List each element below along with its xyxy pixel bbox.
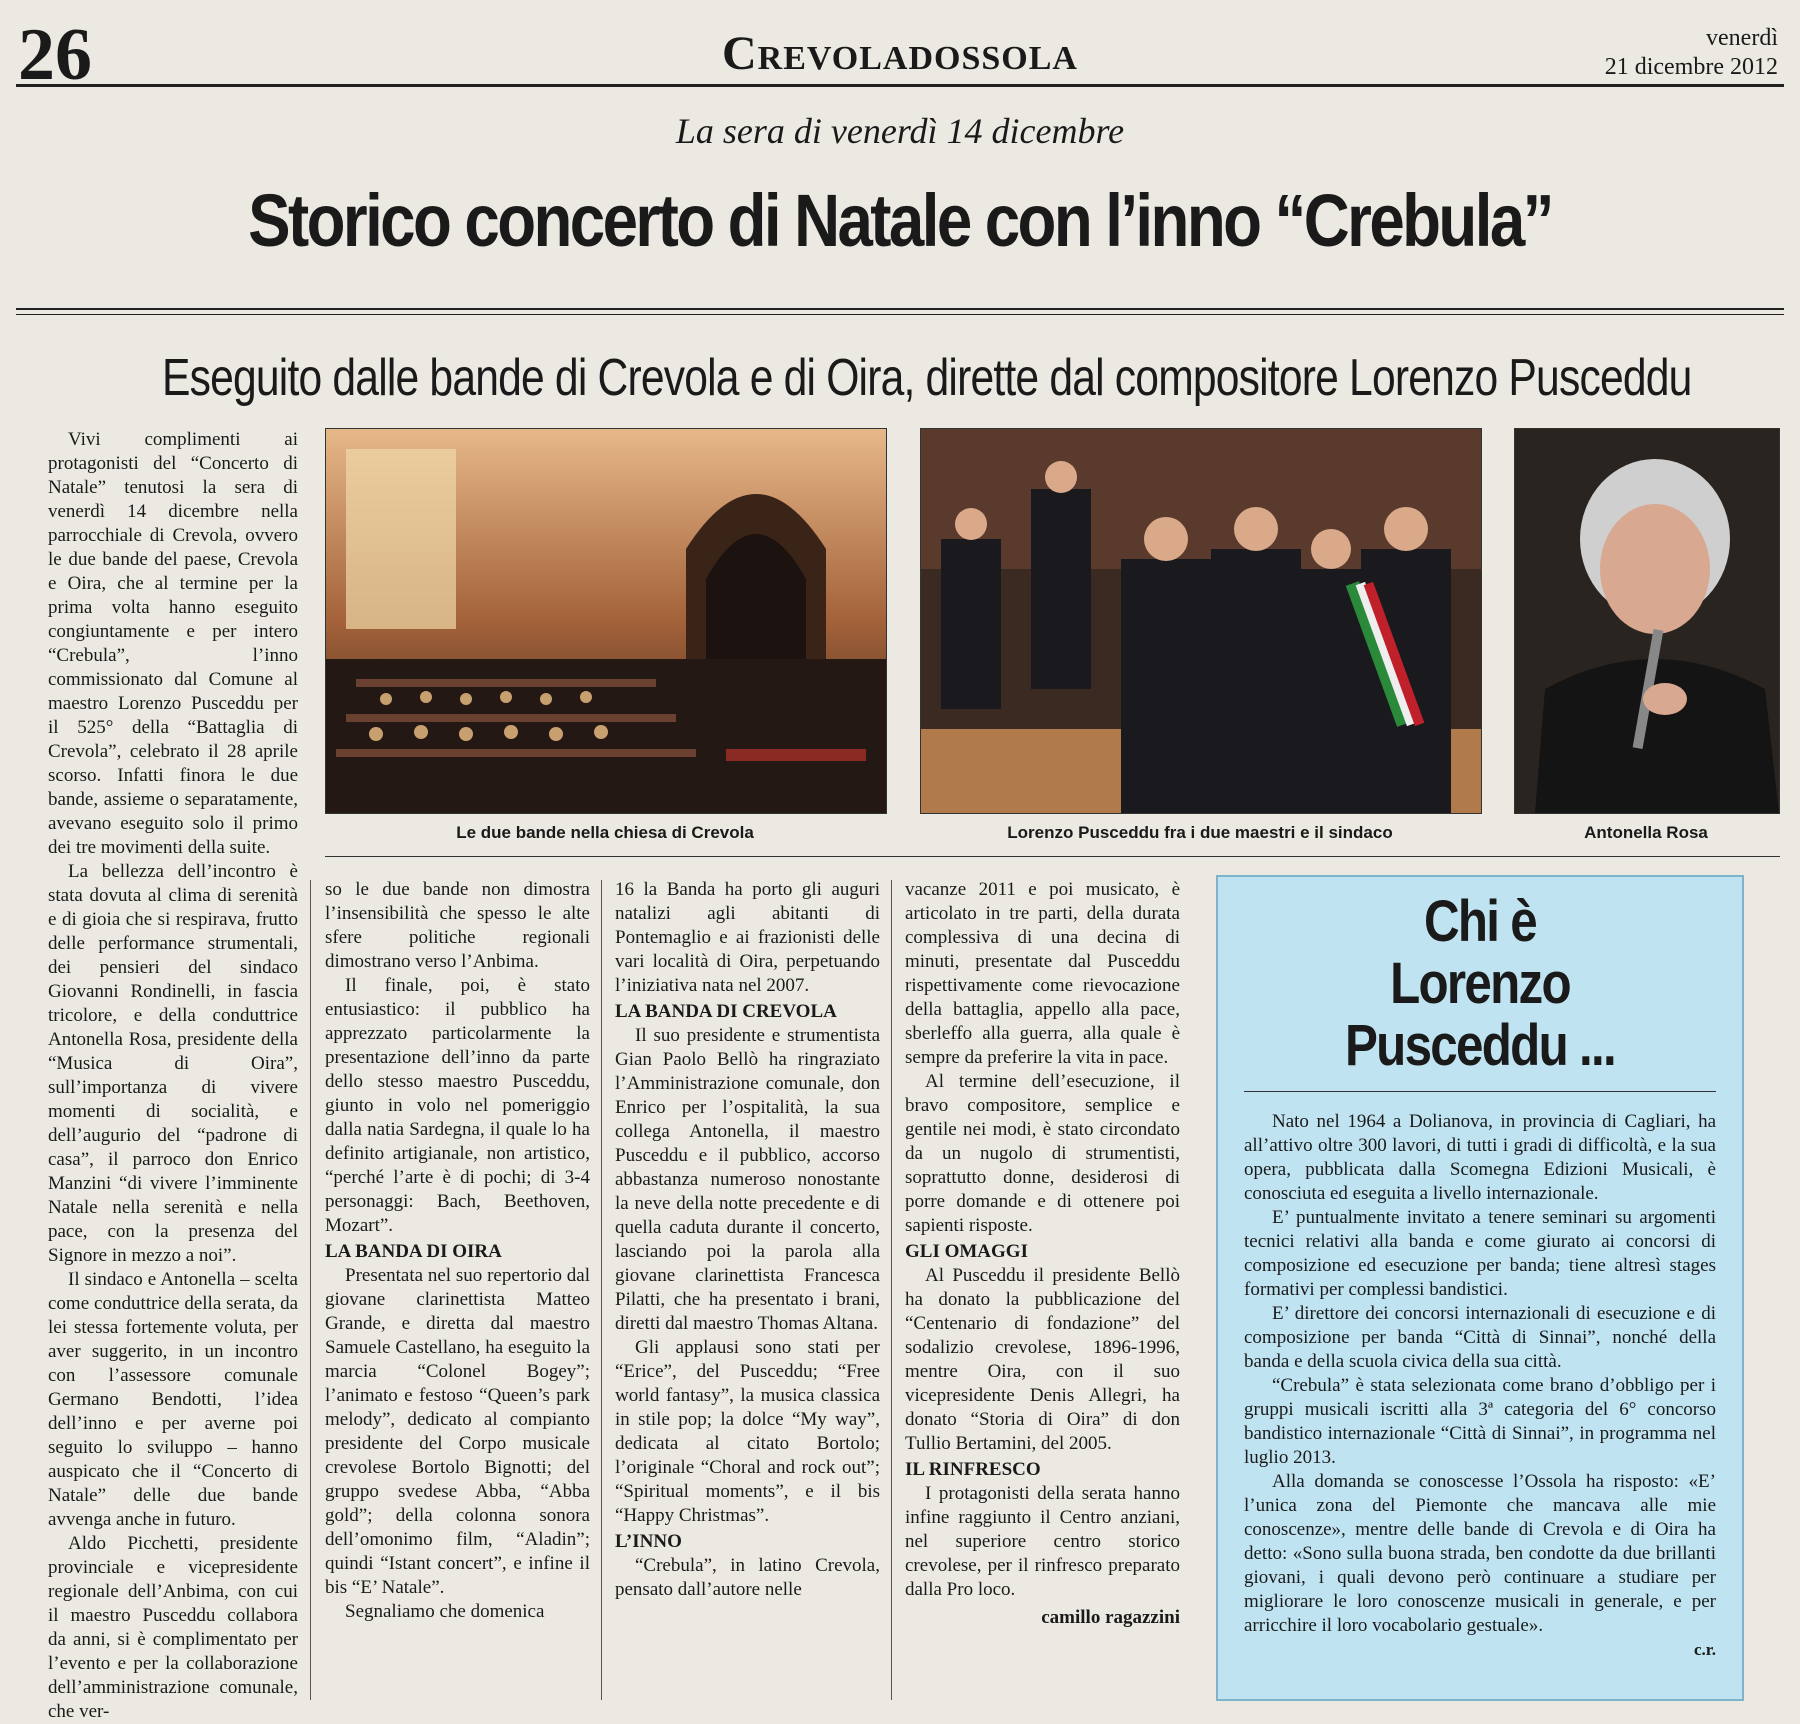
column-divider — [891, 880, 892, 1700]
paragraph: Il finale, poi, è stato entusiastico: il pubblico ha apprezzato particolarmente la presentazione dell’inno da parte dello stesso maestro Pusceddu, giunto in volo nel pomeriggio dalla natia Sardegna, il quale lo ha definito artigianale, non artistico, “perché l’arte è di pochi; di 3-4 personaggi: Bach, Beethoven, Mozart”. — [325, 975, 590, 1236]
paragraph: 16 la Banda ha porto gli auguri natalizi agli abitanti di Pontemaglio e ai frazionisti delle vari località di Oira, perpetuando l’iniziativa nata nel 2007. — [615, 879, 880, 996]
paragraph: “Crebula” è stata selezionata come brano d’obbligo per i gruppi musicali iscritti alla 3ª categoria del 6° concorso bandistico internazionale “Città di Sinnai”, in programma nel luglio 2013. — [1244, 1375, 1716, 1468]
section-heading: LA BANDA DI CREVOLA — [615, 1001, 837, 1022]
article-subhead: Eseguito dalle bande di Crevola e di Oira, dirette dal compositore Lorenzo Pusceddu — [162, 349, 1692, 407]
paragraph: Nato nel 1964 a Dolianova, in provincia di Cagliari, ha all’attivo oltre 300 lavori, di tutti i gradi di difficoltà, e la sua opera, pubblicata dalla Scomegna Edizioni Musicali, è conosciuta ed eseguita a livello internazionale. — [1244, 1111, 1716, 1204]
photo-rule — [325, 856, 1780, 857]
paragraph: Gli applausi sono stati per “Erice”, del Pusceddu; “Free world fantasy”, la musica classica in stile pop; la dolce “My way”, dedicata al citato Bortolo; l’originale “Choral and rock out”; “Spiritual moments”, e il bis “Happy Christmas”. — [615, 1337, 880, 1526]
paragraph: Presentata nel suo repertorio dal giovane clarinettista Matteo Grande, e diretta dal maestro Samuele Castellano, ha eseguito la marcia “Colonel Bogey”; l’animato e festoso “Queen’s park melody”, dedicato al compianto presidente del Corpo musicale crevolese Bortolo Bignotti; del gruppo svedese Abba, “Abba gold”; della colonna sonora dell’omonimo film, “Aladin”; quindi “Istant concert”, e infine il bis “E’ Natale”. — [325, 1265, 590, 1598]
paragraph: E’ direttore dei concorsi internazionali di esecuzione e di composizione per banda “Città di Sinnai”, nonché della banda e della scuola civica della sua città. — [1244, 1303, 1716, 1372]
paragraph: La bellezza dell’incontro è stata dovuta al clima di serenità e di gioia che si respirava, frutto delle performance strumentali, dei pensieri del sindaco Giovanni Rondinelli, in fascia tricolore, e della conduttrice Antonella Rosa, presidente della “Musica di Oira”, sull’importanza di vivere momenti di socialità, e dell’augurio del “padrone di casa”, il parroco don Enrico Manzini “di vivere l’imminente Natale nella serenità e nella pace, con la presenza del Signore in mezzo a noi”. — [48, 861, 298, 1266]
section-heading: IL RINFRESCO — [905, 1459, 1041, 1480]
bio-text — [1244, 1110, 1716, 1662]
section-heading: GLI OMAGGI — [905, 1241, 1028, 1262]
article-column-4 — [905, 878, 1180, 1630]
issue-date — [1605, 24, 1778, 82]
section-heading: LA BANDA DI OIRA — [325, 1241, 502, 1262]
article-kicker: La sera di venerdì 14 dicembre — [675, 111, 1125, 151]
byline: camillo ragazzini — [1041, 1607, 1180, 1628]
paragraph: Alla domanda se conoscesse l’Ossola ha risposto: «E’ l’unica zona del Piemonte che mancava alle mie conoscenze», mentre delle bande di Crevola e di Oira ha detto: «Sono sulla buona strada, ben condotte da due brillanti giovani, i quali devono però continuare a studiare per migliorare le loro conoscenze musicali in generale, e per arricchire il loro vocabolario gestuale». — [1244, 1471, 1716, 1636]
column-divider — [310, 880, 311, 1700]
paragraph: “Crebula”, in latino Crevola, pensato dall’autore nelle — [615, 1555, 880, 1600]
portrait-photo-icon — [1515, 429, 1779, 813]
page-number: 26 — [18, 14, 92, 96]
photo-caption: Antonella Rosa — [1584, 823, 1708, 842]
portrait-photo — [1514, 428, 1780, 814]
headline-rule-1 — [16, 308, 1784, 310]
issue-full-date: 21 dicembre 2012 — [1604, 54, 1778, 80]
headline-rule-2 — [16, 314, 1784, 315]
bio-signature: c.r. — [1693, 1640, 1716, 1659]
column-divider — [601, 880, 602, 1700]
article-column-1 — [48, 428, 298, 1724]
group-photo-icon — [921, 429, 1481, 813]
article-column-3 — [615, 878, 880, 1602]
paragraph: Segnaliamo che domenica — [345, 1601, 545, 1622]
article-column-2 — [325, 878, 590, 1624]
paragraph: I protagonisti della serata hanno infine raggiunto il Centro anziani, nel superiore centro storico crevolese, per il rinfresco preparato dalla Pro loco. — [905, 1483, 1180, 1600]
bio-rule — [1244, 1091, 1716, 1092]
paragraph: E’ puntualmente invitato a tenere seminari su argomenti tecnici relativi alla banda e come giurato ai concorsi di composizione ed esecuzione per banda; tiene altresì stages formativi per complessi bandistici. — [1244, 1207, 1716, 1300]
article-headline: Storico concerto di Natale con l’inno “Crebula” — [248, 179, 1552, 262]
group-photo — [920, 428, 1482, 814]
paragraph: Vivi complimenti ai protagonisti del “Concerto di Natale” tenutosi la sera di venerdì 14 dicembre nella parrocchiale di Crevola, ovvero le due bande del paese, Crevola e Oira, che al termine per la prima volta hanno eseguito congiuntamente e per intero “Crebula”, l’inno commissionato dal Comune al maestro Lorenzo Pusceddu per il 525° della “Battaglia di Crevola”, celebrato il 28 aprile scorso. Infatti finora le due bande, assieme o separatamente, avevano eseguito solo il primo dei tre movimenti della suite. — [48, 429, 298, 858]
bio-title-line-1: Chi è — [1423, 889, 1537, 954]
header-rule — [16, 84, 1784, 87]
section-heading: L’INNO — [615, 1531, 682, 1552]
paragraph: Al Pusceddu il presidente Bellò ha donato la pubblicazione del “Centenario di fondazione” del sodalizio crevolese, 1896-1996, mentre Oira, con il suo vicepresidente Denis Allegri, ha donato “Storia di Oira” di don Tullio Bertamini, del 2005. — [905, 1265, 1180, 1454]
issue-day: venerdì — [1706, 25, 1778, 51]
paragraph: vacanze 2011 e poi musicato, è articolato in tre parti, della durata complessiva di una decina di minuti, presentate dal Pusceddu rispettivamente come rievocazione della battaglia, appello alla pace, sberleffo alla guerra, alla quale è sempre da preferire la vita in pace. — [905, 879, 1180, 1068]
bio-title-line-2: Lorenzo Pusceddu ... — [1344, 951, 1615, 1078]
paragraph: Il suo presidente e strumentista Gian Paolo Bellò ha ringraziato l’Amministrazione comunale, don Enrico per l’ospitalità, la sua collega Antonella, il maestro Pusceddu e il pubblico, accorso abbastanza numeroso nonostante la neve della notte precedente e di quella caduta durante il concerto, lasciando poi la parola alla giovane clarinettista Francesca Pilatti, che ha presentato i brani, diretti dal maestro Thomas Altana. — [615, 1025, 880, 1334]
photo-caption: Le due bande nella chiesa di Crevola — [456, 823, 754, 842]
church-band-photo — [325, 428, 887, 814]
church-band-photo-icon — [326, 429, 886, 813]
section-title: Crevoladossola — [722, 27, 1078, 80]
paragraph: Al termine dell’esecuzione, il bravo compositore, semplice e gentile nei modi, è stato circondato da un nugolo di strumentisti, soprattutto donne, desiderosi di porre domande e di ottenere poi sapienti risposte. — [905, 1071, 1180, 1236]
paragraph: Il sindaco e Antonella – scelta come conduttrice della serata, da lei stessa fortemente voluta, per aver suggerito, in un incontro con l’assessore comunale Germano Bendotti, l’idea dell’inno e per averne poi seguito lo sviluppo – hanno auspicato che il “Concerto di Natale” delle due bande avvenga anche in futuro. — [48, 1269, 298, 1530]
paragraph: so le due bande non dimostra l’insensibilità che spesso le alte sfere politiche regionali dimostrano verso l’Anbima. — [325, 879, 590, 972]
bio-box — [1216, 875, 1744, 1701]
paragraph: Aldo Picchetti, presidente provinciale e vicepresidente regionale dell’Anbima, con cui il maestro Pusceddu collabora da anni, si è complimentato per l’evento e per la collaborazione dell’amministrazione comunale, che ver- — [48, 1533, 298, 1722]
photo-caption: Lorenzo Pusceddu fra i due maestri e il sindaco — [1007, 823, 1393, 842]
